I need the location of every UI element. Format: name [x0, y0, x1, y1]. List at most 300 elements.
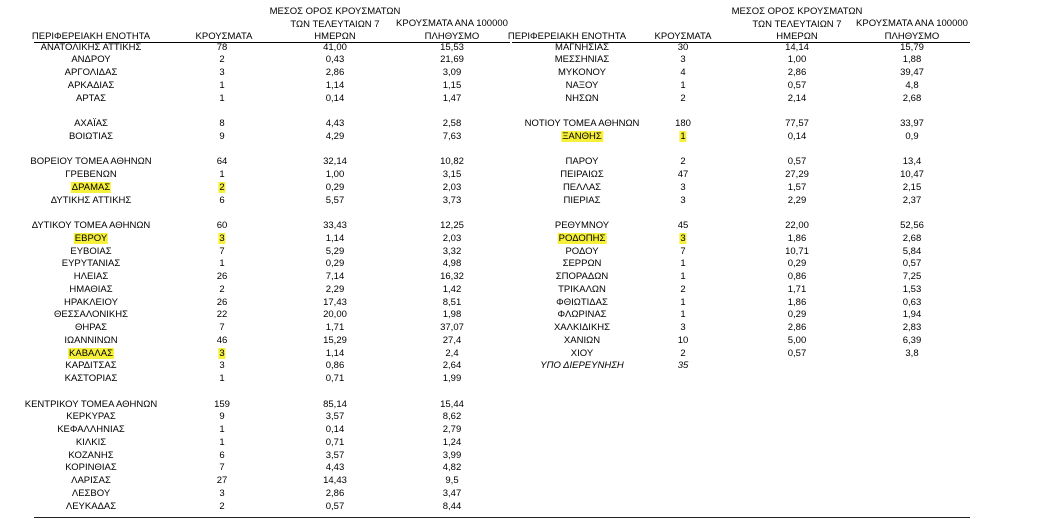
- cell-per100k: [443, 80, 462, 93]
- cell-cases-text: 1: [219, 424, 225, 435]
- cell-avg: [788, 348, 807, 361]
- cell-cases: [680, 258, 685, 271]
- cell-avg: [326, 182, 345, 195]
- cell-name: [71, 182, 111, 195]
- cell-per100k-text: 2,68: [902, 232, 922, 244]
- cell-name-text: ΚΙΛΚΙΣ: [75, 436, 107, 448]
- cell-avg-text: 0,14: [325, 92, 345, 104]
- cell-cases-text: 3: [219, 360, 225, 372]
- cell-avg: [323, 297, 347, 310]
- cell-name: [554, 322, 610, 335]
- cell-avg: [788, 131, 807, 144]
- cell-per100k: [905, 348, 918, 361]
- cell-cases-text: 1: [219, 79, 225, 91]
- cell-per100k: [903, 156, 922, 169]
- cell-cases-text: 2: [680, 283, 686, 295]
- cell-per100k: [440, 42, 464, 55]
- cell-avg: [788, 156, 807, 169]
- cell-avg: [326, 322, 345, 335]
- cell-cases: [218, 233, 225, 246]
- cell-cases: [217, 271, 228, 284]
- cell-avg-text: 0,71: [325, 373, 345, 384]
- cell-name: [558, 233, 607, 246]
- cell-per100k: [900, 169, 924, 182]
- cell-cases-text: 2: [680, 156, 686, 168]
- cell-per100k-text: 12,25: [440, 220, 464, 231]
- cell-per100k: [443, 284, 462, 297]
- cell-per100k-text: 10,82: [440, 156, 464, 168]
- cell-name: [41, 42, 142, 55]
- cell-name: [69, 284, 112, 297]
- cell-cases: [219, 258, 224, 271]
- cell-name-text: ΚΑΡΔΙΤΣΑΣ: [65, 360, 117, 372]
- cell-name-text: ΚΑΣΤΟΡΙΑΣ: [64, 373, 118, 384]
- cell-per100k-text: 52,56: [900, 220, 924, 231]
- cell-avg-text: 2,86: [787, 322, 807, 333]
- cell-name-text: ΔΡΑΜΑΣ: [71, 181, 111, 193]
- right-header-per100k: [856, 18, 968, 43]
- cell-cases: [219, 450, 224, 463]
- cell-cases-text: 3: [680, 232, 686, 244]
- cell-name: [76, 437, 106, 450]
- cell-per100k-text: 1,98: [442, 309, 462, 321]
- cell-per100k-text: 2,79: [442, 424, 462, 435]
- cell-per100k-text: 4,8: [905, 79, 919, 91]
- cell-cases-text: 35: [677, 360, 689, 372]
- right-header-region: ΠΕΡΙΦΕΡΕΙΑΚΗ ΕΝΟΤΗΤΑ: [507, 31, 627, 42]
- left-header-avg7: [270, 6, 401, 44]
- cell-cases-text: 1: [219, 92, 225, 104]
- cell-name-text: ΗΛΕΙΑΣ: [73, 271, 109, 282]
- cell-cases-text: 4: [680, 67, 686, 78]
- cell-per100k-text: 33,97: [900, 118, 924, 129]
- left-header-cases: ΚΡΟΥΣΜΑΤΑ: [195, 31, 253, 42]
- cell-cases: [219, 131, 224, 144]
- cell-avg: [326, 54, 345, 67]
- cell-cases-text: 1: [219, 169, 225, 180]
- right-header-per100k-line2: ΠΛΗΘΥΣΜΟ: [884, 30, 940, 42]
- cell-name-text: ΗΡΑΚΛΕΙΟΥ: [64, 296, 118, 308]
- cell-avg: [785, 220, 809, 233]
- cell-avg-text: 2,29: [325, 283, 345, 295]
- cell-per100k-text: 3,99: [442, 449, 462, 461]
- cell-per100k: [443, 309, 462, 322]
- cell-per100k-text: 7,63: [442, 130, 462, 142]
- cell-avg-text: 1,00: [325, 169, 345, 180]
- cell-per100k-text: 8,51: [442, 296, 462, 308]
- cell-avg-text: 1,86: [787, 296, 807, 308]
- left-header-per100k-line1: ΚΡΟΥΣΜΑΤΑ ΑΝΑ 100000: [396, 18, 508, 29]
- cell-per100k: [443, 258, 462, 271]
- cell-avg-text: 17,43: [323, 296, 347, 308]
- cell-cases-text: 1: [680, 130, 686, 142]
- cell-cases: [680, 246, 685, 259]
- cell-avg-text: 14,43: [323, 475, 347, 486]
- cell-cases: [680, 195, 685, 208]
- cell-avg-text: 33,43: [323, 220, 347, 231]
- cell-avg-text: 15,29: [323, 334, 347, 346]
- cell-name: [65, 373, 118, 386]
- cell-avg: [326, 169, 345, 182]
- cell-cases: [679, 131, 686, 144]
- cell-per100k-text: 39,47: [900, 67, 924, 78]
- cell-avg-text: 0,71: [325, 436, 345, 448]
- cell-avg: [785, 118, 809, 131]
- cell-cases-text: 46: [216, 334, 228, 346]
- cell-avg: [326, 271, 345, 284]
- cell-per100k: [443, 424, 462, 437]
- cell-name-text: ΔΥΤΙΚΟΥ ΤΟΜΕΑ ΑΘΗΝΩΝ: [31, 220, 151, 231]
- cell-per100k: [903, 335, 922, 348]
- cell-cases: [680, 93, 685, 106]
- cell-cases: [219, 93, 224, 106]
- cell-avg: [788, 309, 807, 322]
- cell-per100k: [440, 220, 464, 233]
- cell-cases-text: 2: [219, 283, 225, 295]
- cell-per100k-text: 13,4: [902, 156, 922, 168]
- cell-cases: [217, 297, 228, 310]
- cell-cases: [219, 322, 224, 335]
- cell-cases-text: 30: [677, 41, 689, 53]
- cell-per100k: [903, 93, 922, 106]
- cell-avg: [326, 348, 345, 361]
- right-header-avg7-line3: ΗΜΕΡΩΝ: [776, 31, 818, 42]
- cell-cases: [219, 373, 224, 386]
- cell-avg-text: 3,57: [325, 411, 345, 423]
- cell-cases: [680, 284, 685, 297]
- cell-name: [566, 156, 599, 169]
- cell-name: [555, 42, 609, 55]
- cell-per100k-text: 4,98: [442, 258, 462, 270]
- cell-per100k-text: 7,25: [902, 271, 922, 282]
- cell-avg-text: 3,57: [325, 449, 345, 461]
- cell-name: [72, 488, 110, 501]
- cell-avg: [788, 297, 807, 310]
- cell-cases-text: 26: [216, 271, 228, 282]
- cell-per100k-text: 2,4: [445, 347, 459, 359]
- cell-name: [555, 54, 610, 67]
- cell-cases: [219, 462, 224, 475]
- cell-cases: [219, 195, 224, 208]
- cell-per100k-text: 1,47: [442, 92, 462, 104]
- cell-cases-text: 3: [680, 181, 686, 193]
- left-header-avg7-line2: ΤΩΝ ΤΕΛΕΥΤΑΙΩΝ 7: [290, 18, 380, 30]
- cell-cases: [219, 360, 224, 373]
- cell-per100k-text: 3,73: [442, 194, 462, 206]
- cell-name-text: ΝΑΞΟΥ: [565, 79, 599, 91]
- cell-name: [75, 322, 107, 335]
- cell-per100k: [443, 182, 462, 195]
- cell-name-text: ΠΕΛΛΑΣ: [562, 181, 602, 193]
- cell-cases: [218, 348, 225, 361]
- cell-avg: [323, 309, 347, 322]
- cell-name: [62, 258, 121, 271]
- cell-per100k: [443, 195, 462, 208]
- cell-cases: [217, 42, 228, 55]
- cell-name: [76, 93, 106, 106]
- cell-name: [57, 424, 125, 437]
- cell-cases-text: 2: [219, 500, 225, 512]
- cell-name: [71, 475, 111, 488]
- cell-per100k: [445, 475, 458, 488]
- cell-avg: [323, 156, 347, 169]
- cell-name-text: ΦΛΩΡΙΝΑΣ: [557, 309, 607, 321]
- cell-cases-text: 1: [219, 436, 225, 448]
- cell-cases-text: 3: [219, 232, 225, 244]
- cell-avg-text: 1,00: [787, 54, 807, 66]
- cell-name-text: ΛΕΣΒΟΥ: [71, 487, 111, 499]
- cell-name: [563, 182, 601, 195]
- cell-name-text: ΤΡΙΚΑΛΩΝ: [558, 283, 606, 295]
- cell-per100k: [443, 297, 462, 310]
- cell-avg: [323, 220, 347, 233]
- cell-avg: [788, 195, 807, 208]
- cell-name-text: ΕΥΡΥΤΑΝΙΑΣ: [61, 258, 121, 270]
- cell-name: [565, 93, 599, 106]
- cell-per100k: [445, 348, 458, 361]
- cell-cases-text: 2: [680, 92, 686, 104]
- cell-cases-text: 1: [680, 296, 686, 308]
- left-header-per100k: [396, 18, 508, 43]
- cell-avg: [326, 67, 345, 80]
- cell-per100k-text: 3,15: [442, 169, 462, 180]
- cell-per100k-text: 37,07: [440, 322, 464, 333]
- cell-avg: [785, 169, 809, 182]
- cell-avg-text: 2,29: [787, 194, 807, 206]
- cell-avg-text: 0,57: [787, 347, 807, 359]
- cell-name-text: ΡΟΔΟΠΗΣ: [558, 232, 606, 244]
- cell-cases: [219, 118, 224, 131]
- cell-avg: [326, 118, 345, 131]
- cell-name: [30, 156, 151, 169]
- cell-cases-text: 7: [219, 245, 225, 257]
- cell-name-text: ΚΑΒΑΛΑΣ: [69, 347, 113, 359]
- cell-name: [571, 348, 593, 361]
- cell-avg-text: 4,43: [325, 462, 345, 474]
- cell-cases-text: 22: [216, 309, 228, 321]
- cell-avg: [323, 42, 347, 55]
- cell-per100k-text: 15,44: [440, 398, 464, 410]
- cell-per100k-text: 8,44: [442, 500, 462, 512]
- cell-cases-text: 26: [216, 296, 228, 308]
- cell-name: [25, 399, 157, 412]
- left-header-avg7-line3: ΗΜΕΡΩΝ: [314, 31, 356, 42]
- cell-name: [68, 348, 114, 361]
- cell-avg: [788, 93, 807, 106]
- cell-cases: [680, 156, 685, 169]
- cell-avg-text: 0,57: [787, 156, 807, 168]
- cell-name: [525, 118, 640, 131]
- cell-avg-text: 0,29: [325, 181, 345, 193]
- cell-cases: [679, 233, 686, 246]
- cell-cases: [680, 348, 685, 361]
- cell-name-text: ΣΠΟΡΑΔΩΝ: [555, 271, 609, 282]
- cell-avg-text: 7,14: [325, 271, 345, 282]
- cell-name: [71, 54, 110, 67]
- cell-per100k-text: 2,03: [442, 232, 462, 244]
- cell-avg-text: 4,43: [325, 118, 345, 129]
- cell-per100k-text: 2,83: [902, 322, 922, 333]
- cell-per100k-text: 2,58: [442, 118, 462, 129]
- cell-per100k: [443, 67, 462, 80]
- cell-name: [558, 67, 606, 80]
- cell-per100k-text: 3,8: [905, 347, 919, 359]
- cell-cases-text: 9: [219, 130, 225, 142]
- cell-avg-text: 2,86: [787, 67, 807, 78]
- cell-cases-text: 2: [219, 181, 225, 193]
- cell-avg-text: 0,57: [787, 79, 807, 91]
- cell-name: [74, 271, 108, 284]
- cell-per100k-text: 15,53: [440, 41, 464, 53]
- cell-cases-text: 159: [214, 398, 230, 410]
- cell-avg-text: 0,14: [787, 130, 807, 142]
- cell-per100k: [903, 182, 922, 195]
- cell-avg: [326, 246, 345, 259]
- cell-name: [70, 246, 111, 259]
- cell-per100k: [903, 258, 922, 271]
- cell-per100k-text: 0,63: [902, 296, 922, 308]
- cell-avg-text: 2,14: [787, 92, 807, 104]
- cell-cases-text: 6: [219, 194, 225, 206]
- cell-avg-text: 27,29: [785, 169, 809, 180]
- cell-cases-text: 78: [216, 41, 228, 53]
- cell-avg-text: 1,71: [325, 322, 345, 333]
- cell-name-text: ΥΠΟ ΔΙΕΡΕΥΝΗΣΗ: [540, 360, 624, 372]
- cell-per100k: [443, 246, 462, 259]
- cell-cases-text: 47: [677, 169, 689, 180]
- cell-cases-text: 1: [219, 258, 225, 270]
- cell-name: [556, 271, 608, 284]
- cell-name-text: ΚΟΡΙΝΘΙΑΣ: [65, 462, 117, 474]
- cell-avg-text: 0,43: [325, 54, 345, 66]
- cell-avg: [326, 195, 345, 208]
- cell-avg-text: 1,14: [325, 232, 345, 244]
- cell-cases: [219, 501, 224, 514]
- cell-avg-text: 0,29: [325, 258, 345, 270]
- cell-name-text: ΚΕΝΤΡΙΚΟΥ ΤΟΜΕΑ ΑΘΗΝΩΝ: [24, 398, 158, 410]
- cell-name-text: ΑΡΤΑΣ: [76, 92, 106, 104]
- cell-avg-text: 0,29: [787, 309, 807, 321]
- cell-name: [558, 284, 606, 297]
- cell-name: [74, 233, 108, 246]
- cell-avg-text: 0,14: [325, 424, 345, 435]
- right-header-avg7-line1: ΜΕΣΟΣ ΟΡΟΣ ΚΡΟΥΣΜΑΤΩΝ: [731, 6, 863, 17]
- cell-per100k-text: 16,32: [440, 271, 464, 282]
- cell-avg: [326, 462, 345, 475]
- cell-cases: [219, 80, 224, 93]
- cell-avg: [785, 42, 809, 55]
- cell-cases: [680, 80, 685, 93]
- cell-per100k: [443, 118, 462, 131]
- cell-avg: [326, 131, 345, 144]
- cell-name: [54, 309, 128, 322]
- cell-cases: [217, 309, 228, 322]
- cell-per100k-text: 5,84: [902, 245, 922, 257]
- cell-per100k-text: 1,53: [902, 283, 922, 295]
- cell-avg-text: 5,57: [325, 194, 345, 206]
- cell-name: [66, 501, 116, 514]
- cell-name: [65, 169, 116, 182]
- cell-per100k: [440, 54, 464, 67]
- cell-per100k: [905, 80, 918, 93]
- cell-name-text: ΑΝΑΤΟΛΙΚΗΣ ΑΤΤΙΚΗΣ: [40, 41, 142, 53]
- cell-cases: [678, 42, 689, 55]
- cell-cases: [219, 411, 224, 424]
- cell-name-text: ΣΕΡΡΩΝ: [562, 258, 602, 270]
- cell-name-text: ΙΩΑΝΝΙΝΩΝ: [64, 334, 118, 346]
- cell-cases-text: 1: [680, 258, 686, 270]
- cell-cases: [219, 169, 224, 182]
- cell-name: [560, 169, 603, 182]
- cell-per100k-text: 2,15: [902, 181, 922, 193]
- cell-per100k-text: 6,39: [902, 334, 922, 346]
- cell-name-text: ΒΟΡΕΙΟΥ ΤΟΜΕΑ ΑΘΗΝΩΝ: [30, 156, 152, 168]
- cell-name-text: ΑΝΔΡΟΥ: [71, 54, 111, 66]
- cell-per100k-text: 1,94: [902, 309, 922, 321]
- cell-cases: [678, 335, 689, 348]
- cell-avg-text: 2,86: [325, 67, 345, 78]
- cell-avg-text: 22,00: [785, 220, 809, 231]
- cell-avg: [323, 475, 347, 488]
- cell-per100k: [903, 297, 922, 310]
- cell-cases: [680, 271, 685, 284]
- cell-avg-text: 4,29: [325, 130, 345, 142]
- cell-per100k-text: 3,32: [442, 245, 462, 257]
- cell-cases-text: 2: [680, 347, 686, 359]
- cell-avg: [323, 399, 347, 412]
- cell-name-text: ΕΒΡΟΥ: [74, 232, 108, 244]
- cell-avg-text: 14,14: [785, 41, 809, 53]
- cell-per100k: [443, 488, 462, 501]
- cell-avg: [326, 80, 345, 93]
- cell-cases-text: 8: [219, 118, 225, 129]
- cell-name-text: ΦΘΙΩΤΙΔΑΣ: [556, 296, 608, 308]
- cell-cases-text: 3: [219, 347, 225, 359]
- cell-per100k-text: 1,42: [442, 283, 462, 295]
- cell-avg: [326, 411, 345, 424]
- cell-per100k: [443, 93, 462, 106]
- cell-avg-text: 2,86: [325, 487, 345, 499]
- cell-name-text: ΚΕΦΑΛΛΗΝΙΑΣ: [57, 424, 125, 435]
- cell-cases-text: 3: [219, 67, 225, 78]
- cell-cases-text: 9: [219, 411, 225, 423]
- cell-per100k: [903, 322, 922, 335]
- cell-per100k: [440, 322, 464, 335]
- cell-name: [64, 335, 117, 348]
- cell-avg-text: 5,29: [325, 245, 345, 257]
- cell-name: [65, 67, 118, 80]
- cell-cases: [218, 182, 225, 195]
- cell-avg-text: 1,57: [787, 181, 807, 193]
- cell-cases: [219, 488, 224, 501]
- cell-avg-text: 10,71: [785, 245, 809, 257]
- cell-avg: [326, 284, 345, 297]
- cell-per100k-text: 2,64: [442, 360, 462, 372]
- cell-per100k: [903, 284, 922, 297]
- cell-cases: [680, 309, 685, 322]
- cell-cases: [219, 437, 224, 450]
- cell-per100k-text: 1,15: [442, 79, 462, 91]
- cell-cases: [217, 156, 228, 169]
- cell-avg: [326, 258, 345, 271]
- cell-cases-text: 3: [680, 194, 686, 206]
- cell-name-text: ΞΑΝΘΗΣ: [562, 130, 602, 142]
- cell-avg: [788, 322, 807, 335]
- cell-cases-text: 1: [219, 373, 225, 384]
- cell-per100k: [903, 309, 922, 322]
- cell-cases: [219, 246, 224, 259]
- cell-avg-text: 0,86: [325, 360, 345, 372]
